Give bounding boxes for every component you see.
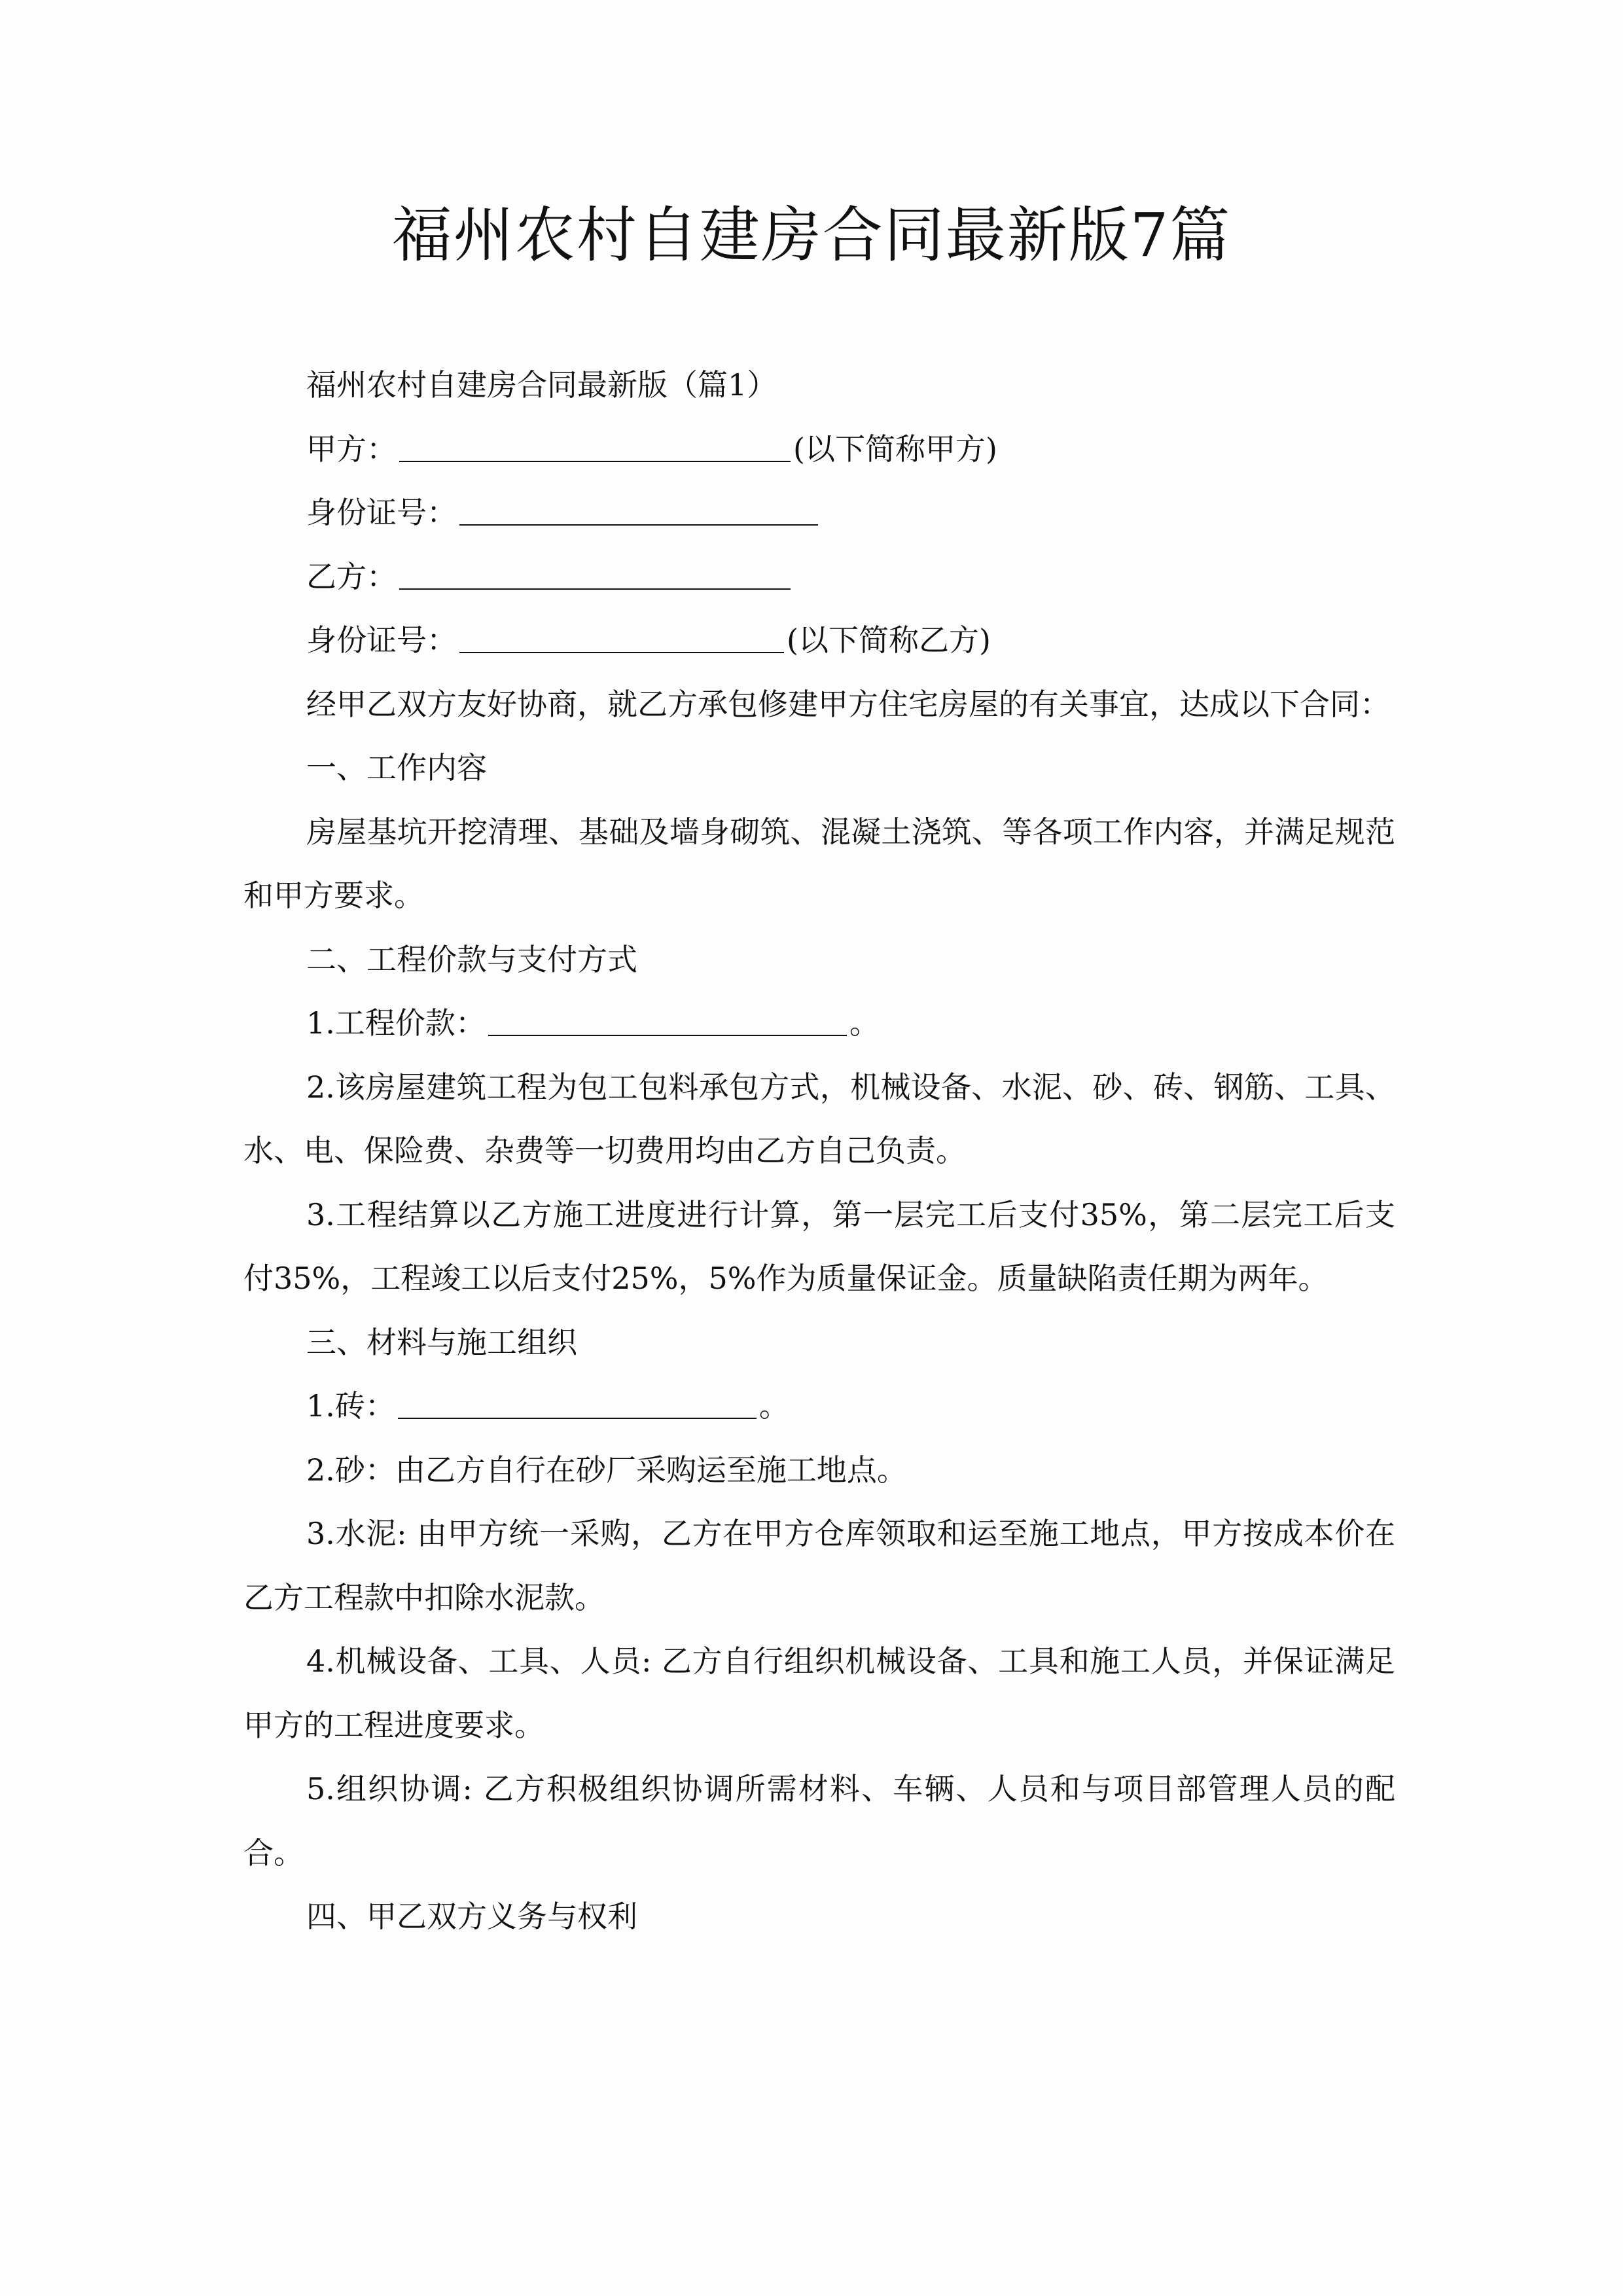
id-a-blank-field[interactable] [459, 498, 818, 526]
id-b-line [243, 609, 1395, 673]
party-b-label: 乙方： [306, 558, 397, 594]
brick-end: 。 [758, 1388, 789, 1424]
id-b-blank-field[interactable] [459, 626, 784, 653]
section-1-heading: 一、工作内容 [306, 750, 487, 785]
party-b-line [243, 545, 1395, 609]
party-a-blank-field[interactable] [399, 435, 791, 462]
party-a-suffix: (以下简称甲方) [793, 431, 997, 467]
section-3-paragraph: 5.组织协调: 乙方积极组织协调所需材料、车辆、人员和与项目部管理人员的配合。 [243, 1771, 1395, 1871]
party-b-suffix: (以下简称乙方) [787, 622, 991, 658]
section-heading: 福州农村自建房合同最新版（篇1） [306, 367, 777, 403]
brick-blank-field[interactable] [398, 1391, 757, 1419]
section-3-paragraph: 2.砂：由乙方自行在砂厂采购运至施工地点。 [306, 1452, 907, 1488]
price-end: 。 [849, 1005, 880, 1041]
section-2-paragraph: 2.该房屋建筑工程为包工包料承包方式，机械设备、水泥、砂、砖、钢筋、工具、水、电、保险费、杂费等一切费用均由乙方自己负责。 [243, 1069, 1395, 1168]
party-a-label: 甲方： [306, 431, 397, 467]
document-title: 福州农村自建房合同最新版7篇 [391, 200, 1232, 270]
section-4-heading: 四、甲乙双方义务与权利 [306, 1899, 637, 1934]
price-label: 1.工程价款： [306, 1005, 486, 1041]
document-body [243, 353, 1395, 1949]
brick-label: 1.砖： [306, 1388, 395, 1424]
id-b-label: 身份证号： [306, 622, 457, 658]
intro-paragraph: 经甲乙双方友好协商，就乙方承包修建甲方住宅房屋的有关事宜，达成以下合同： [306, 686, 1390, 722]
party-b-blank-field[interactable] [399, 562, 791, 590]
section-2-paragraph: 3.工程结算以乙方施工进度进行计算，第一层完工后支付35%，第二层完工后支付35%，工程竣工以后支付25%，5%作为质量保证金。质量缺陷责任期为两年。 [243, 1196, 1395, 1296]
price-line [243, 992, 1395, 1056]
id-a-line [243, 481, 1395, 545]
section-2-heading: 二、工程价款与支付方式 [306, 941, 637, 977]
id-a-label: 身份证号： [306, 495, 457, 530]
section-1-paragraph: 房屋基坑开挖清理、基础及墙身砌筑、混凝土浇筑、等各项工作内容，并满足规范和甲方要求。 [243, 814, 1395, 913]
price-blank-field[interactable] [488, 1009, 847, 1036]
section-3-heading: 三、材料与施工组织 [306, 1324, 577, 1360]
party-a-line [243, 418, 1395, 482]
brick-line [243, 1374, 1395, 1439]
section-3-paragraph: 3.水泥: 由甲方统一采购，乙方在甲方仓库领取和运至施工地点，甲方按成本价在乙方工程款中扣除水泥款。 [243, 1516, 1395, 1615]
section-3-paragraph: 4.机械设备、工具、人员: 乙方自行组织机械设备、工具和施工人员，并保证满足甲方的工程进度要求。 [243, 1643, 1395, 1743]
